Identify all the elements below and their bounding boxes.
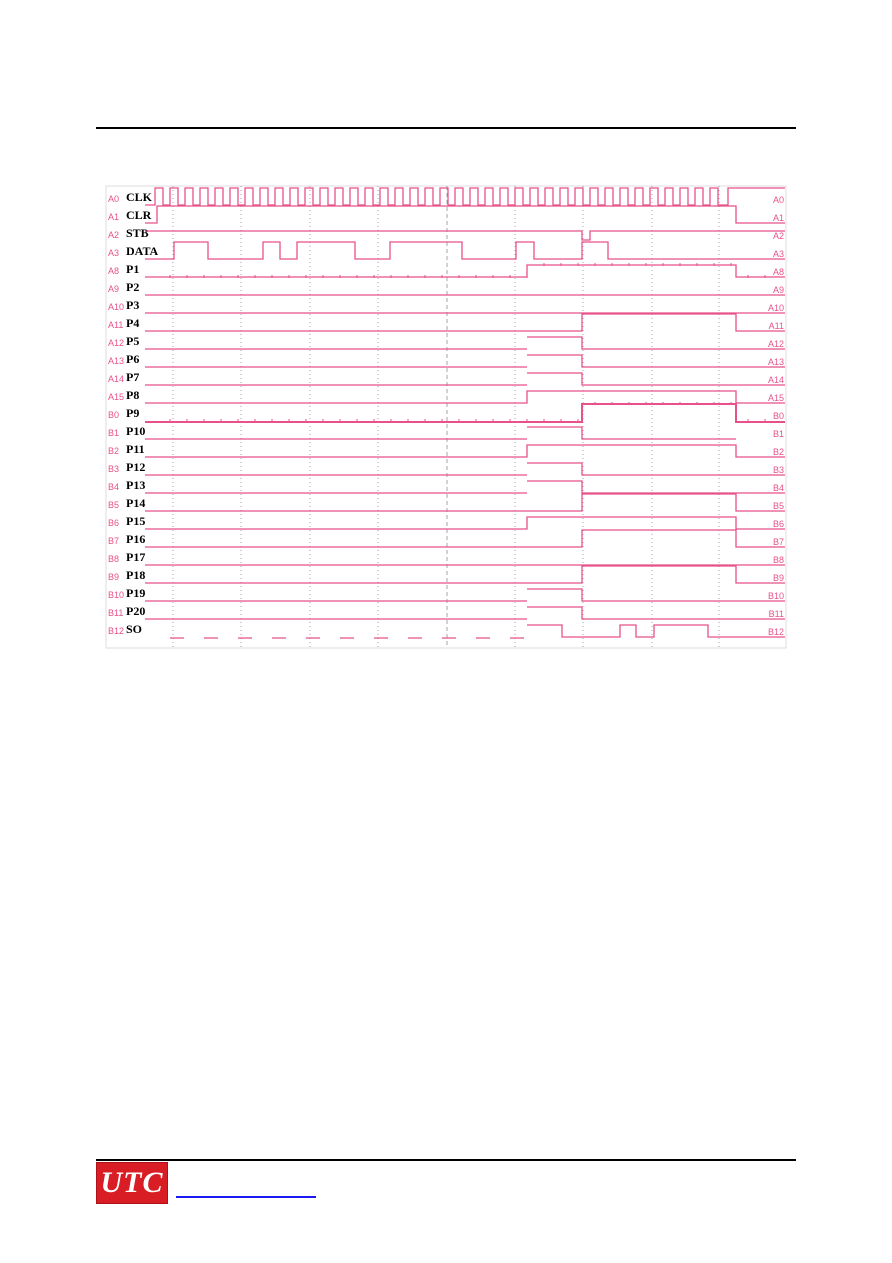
channel-tag-right-1: A1 [772,213,784,223]
channel-name-4: P1 [126,262,140,276]
trace-p12 [145,463,785,475]
channel-tag-left-6: A10 [108,302,125,312]
channel-tag-left-16: B4 [108,482,120,492]
channel-tag-left-4: A8 [108,266,120,276]
channel-tag-right-20: B8 [772,555,784,565]
channel-tag-right-21: B9 [772,573,784,583]
channel-tag-right-17: B5 [772,501,784,511]
channel-name-8: P5 [126,334,140,348]
channel-name-12: P9 [126,406,140,420]
channel-name-21: P18 [126,568,146,582]
channel-tag-right-0: A0 [772,195,784,205]
channel-name-9: P6 [126,352,140,366]
footer-rule [96,1159,796,1161]
channel-tag-right-2: A2 [772,231,784,241]
channel-name-3: DATA [126,244,159,258]
channel-tag-left-3: A3 [108,248,120,258]
channel-tag-left-24: B12 [108,626,125,636]
channel-name-20: P17 [126,550,146,564]
channel-tag-right-8: A12 [767,339,784,349]
channel-tag-left-7: A11 [108,320,124,330]
channel-tag-right-7: A11 [768,321,784,331]
channel-tag-left-19: B7 [108,536,120,546]
channel-tag-left-12: B0 [108,410,120,420]
trace-so [170,625,785,638]
channel-tag-left-0: A0 [108,194,120,204]
channel-tag-left-15: B3 [108,464,120,474]
channel-tag-left-22: B10 [108,590,125,600]
channel-tag-left-18: B6 [108,518,120,528]
channel-tag-left-20: B8 [108,554,120,564]
channel-tag-right-12: B0 [772,411,784,421]
channel-name-22: P19 [126,586,146,600]
channel-tag-right-22: B10 [767,591,784,601]
channel-name-7: P4 [126,316,140,330]
channel-name-11: P8 [126,388,140,402]
channel-tag-right-19: B7 [772,537,784,547]
logo-text: UTC [100,1166,164,1199]
channel-name-0: CLK [126,190,153,204]
channel-tag-right-14: B2 [772,447,784,457]
channel-tag-right-9: A13 [767,357,784,367]
trace-p6 [145,355,785,367]
channel-tag-left-21: B9 [108,572,120,582]
channel-tag-left-2: A2 [108,230,120,240]
channel-tag-left-11: A15 [108,392,125,402]
channel-tag-left-13: B1 [108,428,120,438]
channel-name-2: STB [126,226,149,240]
channel-tag-right-24: B12 [767,627,784,637]
channel-name-1: CLR [126,208,152,222]
channel-tag-left-8: A12 [108,338,125,348]
channel-tag-left-14: B2 [108,446,120,456]
channel-tag-left-10: A14 [108,374,125,384]
channel-name-13: P10 [126,424,146,438]
channel-tag-left-1: A1 [108,212,120,222]
channel-tag-right-13: B1 [772,429,784,439]
channel-tag-left-17: B5 [108,500,120,510]
trace-p8 [145,391,785,403]
channel-name-6: P3 [126,298,140,312]
channel-name-18: P15 [126,514,146,528]
channel-tag-left-23: B11 [108,608,124,618]
channel-name-16: P13 [126,478,146,492]
channel-tag-right-6: A10 [767,303,784,313]
channel-name-5: P2 [126,280,140,294]
channel-name-10: P7 [126,370,140,384]
utc-logo [96,1162,168,1204]
channel-name-15: P12 [126,460,146,474]
channel-tag-left-5: A9 [108,284,120,294]
channel-name-24: SO [126,622,143,636]
channel-tag-right-15: B3 [772,465,784,475]
channel-name-14: P11 [126,442,145,456]
channel-name-23: P20 [126,604,146,618]
channel-tag-right-3: A3 [772,249,784,259]
channel-tag-right-10: A14 [767,375,784,385]
channel-tag-right-18: B6 [772,519,784,529]
trace-p20 [145,607,785,619]
channel-tag-right-23: B11 [768,609,784,619]
channel-tag-right-5: A9 [772,285,784,295]
footer-link[interactable] [176,1178,316,1198]
channel-tag-right-11: A15 [767,393,784,403]
channel-tag-right-16: B4 [772,483,784,493]
channel-tag-right-4: A8 [772,267,784,277]
channel-name-19: P16 [126,532,146,546]
channel-name-17: P14 [126,496,146,510]
channel-tag-left-9: A13 [108,356,125,366]
